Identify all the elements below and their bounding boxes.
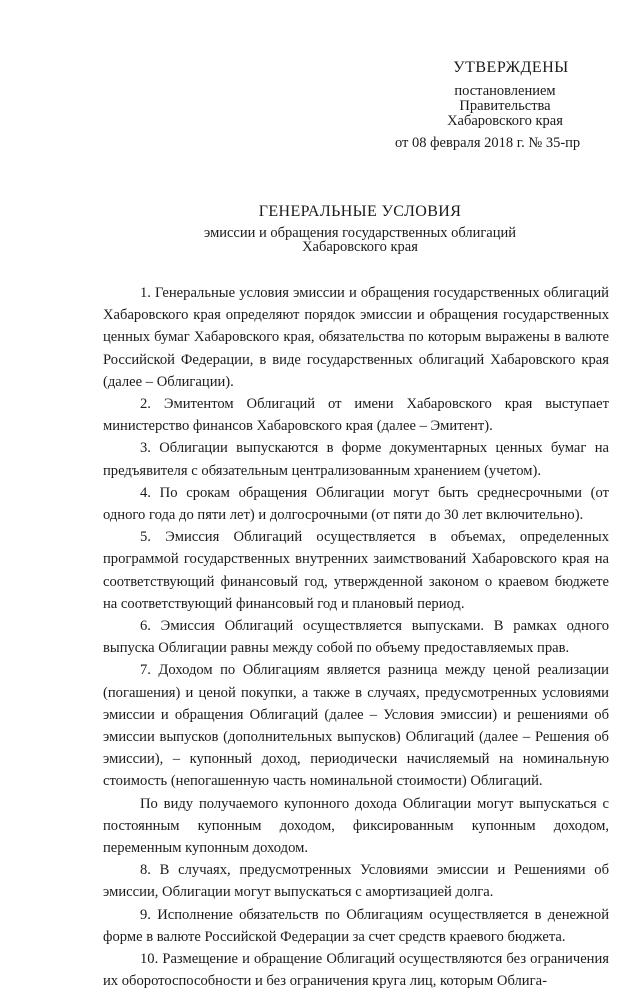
title-subtitle-1: эмиссии и обращения государственных облигаций (203, 225, 517, 241)
approval-line-1: постановлением (454, 83, 556, 99)
paragraph-10: 10. Размещение и обращение Облигаций осуществляются без ограничения их оборотоспособности и без ограничения круга лиц, которым Облига- (103, 951, 609, 990)
approval-line-3: Хабаровского края (447, 113, 563, 129)
document-title (110, 205, 610, 254)
paragraph-7: 7. Доходом по Облигациям является разница между ценой реализации (погашения) и ценой покупки, а также в случаях, предусмотренных условиями эмиссии и обращения Облигаций (далее – Условия эмиссии) и решениями об эмиссии выпусков (дополнительных выпусков) Облигаций (далее – Решения об эмиссии), – купонный доход, периодически начисляемый на номинальную стоимость (непогашенную часть номинальной стоимости) Облигаций. (103, 662, 609, 790)
paragraph-7-coupon: По виду получаемого купонного дохода Облигации могут выпускаться с постоянным купонным доходом, фиксированным купонным доходом, переменным купонным доходом. (103, 795, 609, 857)
title-subtitle-2: Хабаровского края (302, 239, 418, 255)
paragraph-9: 9. Исполнение обязательств по Облигациям осуществляется в денежной форме в валюте Российской Федерации за счет средств краевого бюджета. (103, 906, 609, 945)
approval-line-2: Правительства (459, 98, 551, 114)
paragraph-5: 5. Эмиссия Облигаций осуществляется в объемах, определенных программой государственных внутренних заимствований Хабаровского края на соответствующий финансовый год, утвержденной законом о краевом бюджете на соответствующий финансовый год и плановый период. (103, 529, 609, 612)
title-main: ГЕНЕРАЛЬНЫЕ УСЛОВИЯ (258, 203, 462, 220)
document-body (103, 282, 609, 993)
paragraph-8: 8. В случаях, предусмотренных Условиями эмиссии и Решениями об эмиссии, Облигации могут выпускаться с амортизацией долга. (103, 862, 609, 901)
paragraph-3: 3. Облигации выпускаются в форме документарных ценных бумаг на предъявителя с обязательным централизованным хранением (учетом). (103, 440, 609, 479)
paragraph-2: 2. Эмитентом Облигаций от имени Хабаровского края выступает министерство финансов Хабаровского края (далее – Эмитент). (103, 396, 609, 435)
approval-heading: УТВЕРЖДЕНЫ (453, 59, 569, 76)
paragraph-4: 4. По срокам обращения Облигации могут быть среднесрочными (от одного года до пяти лет) и долгосрочными (от пяти до 30 лет включительно). (103, 484, 609, 524)
paragraph-1: 1. Генеральные условия эмиссии и обращения государственных облигаций Хабаровского края определяют порядок эмиссии и обращения государственных ценных бумаг Хабаровского края, обязательства по которым выражены в валюте Российской Федерации, в виде государственных облигаций Хабаровского края (далее – Облигации). (103, 285, 609, 390)
approval-date: от 08 февраля 2018 г. № 35-пр (395, 135, 581, 151)
paragraph-6: 6. Эмиссия Облигаций осуществляется выпусками. В рамках одного выпуска Облигации равны между собой по объему предоставляемых прав. (103, 618, 609, 657)
approval-stamp (395, 59, 610, 151)
